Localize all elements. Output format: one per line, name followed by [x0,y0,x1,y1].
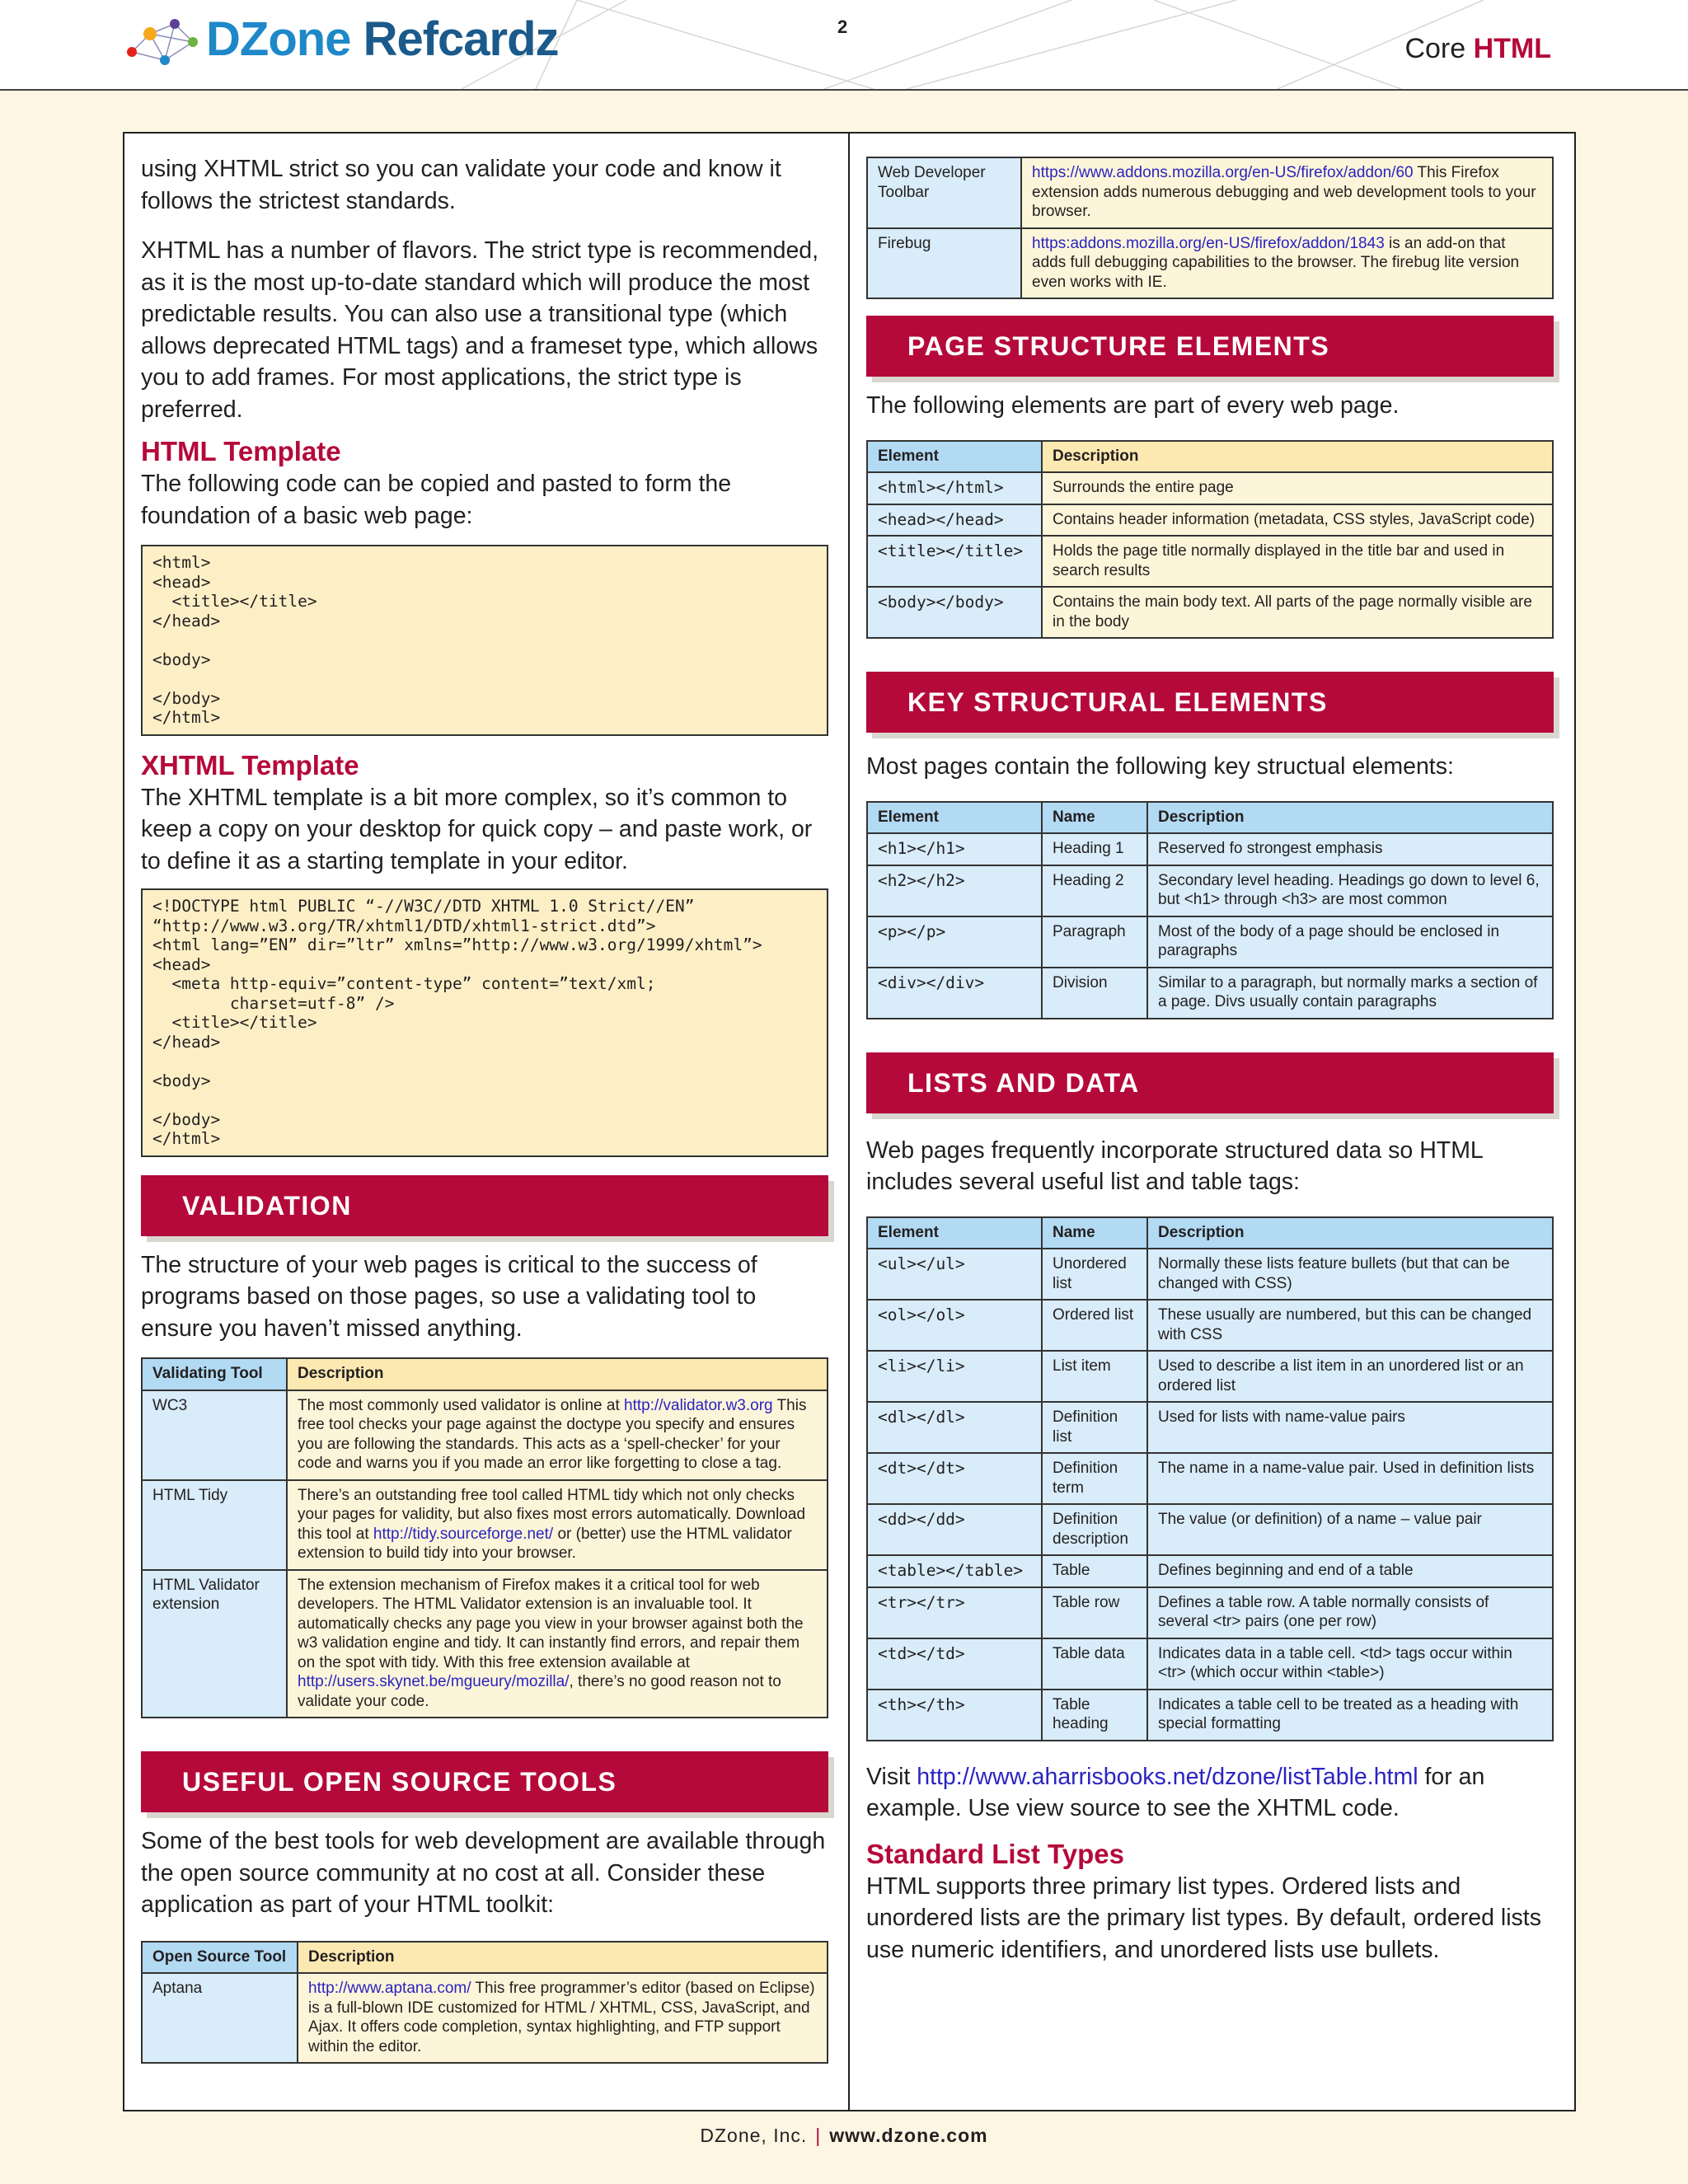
name-cell: Definition term [1042,1453,1147,1504]
table-row [867,157,1553,228]
description-text: This Firefox extension adds numerous debugging and web development tools to your browser. [1032,164,1536,220]
key-structural-banner: KEY STRUCTURAL ELEMENTS [866,672,1554,733]
description-text: is an add-on that adds full debugging capabilities to the browser. The firebug lite version even works with IE. [1032,234,1520,291]
description-text: The extension mechanism of Firefox makes it a critical tool for web developers. The HTML Validator extension is an invaluable tool. It automatically checks any page you view in your browser against both the w3 validation engine and tidy. It can instantly find errors, and repair them on the spot with tidy. With this free extension available at [298,1576,804,1671]
logo-refcardz: Refcardz [363,12,559,66]
standard-list-types-text: HTML supports three primary list types. Ordered lists and unordered lists are the primary list types. By default, ordered lists use numeric identifiers, and unordered lists use bullets. [866,1872,1541,1963]
table-header-cell: Validating Tool [142,1358,287,1390]
footer-company: DZone, Inc. [700,2125,808,2146]
description-cell: Holds the page title normally displayed in the title bar and used in search results [1042,536,1553,587]
table-header-cell: Name [1042,802,1147,834]
intro-paragraph-1: using XHTML strict so you can validate your code and know it follows the strictest standards. [141,156,781,214]
description-cell: Contains header information (metadata, CSS styles, JavaScript code) [1042,504,1553,537]
description-cell: Similar to a paragraph, but normally marks a section of a page. Divs usually contain paragraphs [1147,968,1553,1019]
standard-list-types-heading: Standard List Types [866,1838,1124,1869]
description-cell: Used for lists with name-value pairs [1147,1402,1553,1453]
page-footer [0,2125,1688,2147]
column-divider [848,132,850,2110]
xhtml-template-heading: XHTML Template [141,749,359,780]
description-cell: The value (or definition) of a name – value pair [1147,1504,1553,1555]
table-header-cell: Description [1147,1217,1553,1249]
description-text: There’s an outstanding free tool called HTML tidy which not only checks your pages for validity, but also fixes most errors automatically. Download this tool at [298,1486,806,1543]
name-cell: Unordered list [1042,1249,1147,1300]
description-text: The most commonly used validator is online at [298,1396,625,1414]
description-cell: Normally these lists feature bullets (but that can be changed with CSS) [1147,1249,1553,1300]
name-cell: Definition description [1042,1504,1147,1555]
tool-description [287,1480,828,1570]
table-row [867,1249,1553,1300]
left-column [141,153,828,2064]
open-source-tools-table-continued [866,157,1554,299]
table-row [867,1638,1553,1690]
element-cell: <title></title> [867,536,1042,587]
table-row [867,1690,1553,1741]
footer-url[interactable]: www.dzone.com [829,2125,988,2146]
validator-link[interactable]: http://validator.w3.org [624,1396,773,1414]
firebug-link[interactable]: https:addons.mozilla.org/en-US/firefox/addon/1843 [1032,234,1385,252]
table-header-cell: Description [1042,441,1553,473]
table-header-cell: Description [298,1942,828,1974]
element-cell: <h1></h1> [867,833,1042,865]
tool-name: Aptana [142,1973,298,2063]
name-cell: Ordered list [1042,1300,1147,1351]
footer-separator: | [815,2125,822,2146]
name-cell: Paragraph [1042,916,1147,968]
tool-name: Firebug [867,228,1021,299]
table-row [867,536,1553,587]
element-cell: <dt></dt> [867,1453,1042,1504]
tool-name: Web Developer Toolbar [867,157,1021,228]
table-row [867,865,1553,916]
validation-banner: VALIDATION [141,1175,828,1236]
page-header [0,0,1688,91]
description-text: , there’s no good reason not to validate your code. [298,1673,781,1710]
description-text: This free tool checks your page against the doctype you specify and ensures you are following the standards. This acts as a ‘spell-checker’ for your code and warns you if you made an error like forgetting to close a tag. [298,1396,807,1472]
table-row [867,916,1553,968]
tool-name: HTML Validator extension [142,1570,287,1718]
table-row [867,1402,1553,1453]
lists-and-data-banner: LISTS AND DATA [866,1052,1554,1113]
visit-prefix: Visit [866,1763,917,1790]
table-row [867,1300,1553,1351]
tool-description [287,1570,828,1718]
element-cell: <tr></tr> [867,1587,1042,1638]
visit-paragraph [866,1761,1554,1825]
open-source-tools-text: Some of the best tools for web development are available through the open source community at no cost at all. Consider these application as part of your HTML toolkit: [141,1828,826,1918]
name-cell: Heading 2 [1042,865,1147,916]
table-header-row [867,1217,1553,1249]
table-row [867,1555,1553,1587]
description-cell: Used to describe a list item in an unordered list or an ordered list [1147,1351,1553,1402]
table-header-cell: Element [867,441,1042,473]
html-template-code: <html> <head> <title></title> </head> <body> </body> </html> [141,545,828,736]
description-text: This free programmer’s editor (based on Eclipse) is a full-blown IDE customized for HTML / XHTML, CSS, JavaScript, and Ajax. It offers code completion, syntax highlighting, and FTP support within the editor. [308,1980,815,2055]
page-structure-banner: PAGE STRUCTURE ELEMENTS [866,316,1554,377]
dzone-logo[interactable] [124,10,559,68]
element-cell: <h2></h2> [867,865,1042,916]
description-cell: Reserved fo strongest emphasis [1147,833,1553,865]
description-cell: Indicates data in a table cell. <td> tags occur within <tr> (which occur within <table>) [1147,1638,1553,1690]
description-cell: Indicates a table cell to be treated as a heading with special formatting [1147,1690,1553,1741]
logo-dzone: DZone [206,12,351,66]
page-number: 2 [837,16,848,37]
description-cell: Most of the body of a page should be enclosed in paragraphs [1147,916,1553,968]
description-cell: These usually are numbered, but this can be changed with CSS [1147,1300,1553,1351]
element-cell: <ul></ul> [867,1249,1042,1300]
element-cell: <ol></ol> [867,1300,1042,1351]
table-header-row [142,1358,828,1390]
name-cell: Table heading [1042,1690,1147,1741]
table-row [867,1351,1553,1402]
validation-table [141,1357,828,1718]
card-title-bold: HTML [1473,33,1551,64]
tool-description [1021,157,1553,228]
element-cell: <table></table> [867,1555,1042,1587]
name-cell: Table row [1042,1587,1147,1638]
table-row [867,968,1553,1019]
table-header-cell: Description [1147,802,1553,834]
page-structure-table [866,440,1554,640]
tidy-link[interactable]: http://tidy.sourceforge.net/ [373,1525,554,1543]
web-developer-link[interactable]: https://www.addons.mozilla.org/en-US/firefox/addon/60 [1032,164,1414,181]
list-table-link[interactable]: http://www.aharrisbooks.net/dzone/listTable.html [917,1763,1418,1790]
element-cell: <th></th> [867,1690,1042,1741]
table-row [867,472,1553,504]
element-cell: <body></body> [867,587,1042,638]
table-row [867,228,1553,299]
name-cell: Table data [1042,1638,1147,1690]
xhtml-template-code: <!DOCTYPE html PUBLIC “-//W3C//DTD XHTML 1.0 Strict//EN” “http://www.w3.org/TR/xhtml1/DTD/xhtml1-strict.dtd”> <html lang=”EN” dir=”ltr” xmlns=”http://www.w3.org/1999/xhtml”> <head> <meta http-equiv=”content-type” content=”text/xml; charset=utf-8” /> <title></title> </head> <body> </body> </html> [141,888,828,1157]
name-cell: Heading 1 [1042,833,1147,865]
name-cell: Table [1042,1555,1147,1587]
table-header-row [867,802,1553,834]
key-structural-table [866,801,1554,1019]
table-header-cell: Element [867,802,1042,834]
table-row [142,1973,828,2063]
table-header-cell: Name [1042,1217,1147,1249]
validation-text: The structure of your web pages is critical to the success of programs based on those pages, so use a validating tool to ensure you haven’t missed anything. [141,1251,757,1342]
open-source-tools-banner: USEFUL OPEN SOURCE TOOLS [141,1751,828,1812]
table-header-cell: Description [287,1358,828,1390]
table-header-row [867,441,1553,473]
visit-suffix: for an example. Use view source to see the XHTML code. [866,1763,1485,1821]
lists-and-data-text: Web pages frequently incorporate structured data so HTML includes several useful list and table tags: [866,1137,1483,1195]
table-row [867,504,1553,537]
table-row [142,1480,828,1570]
open-source-tools-table [141,1941,828,2064]
description-cell: Contains the main body text. All parts of the page normally visible are in the body [1042,587,1553,638]
name-cell: Definition list [1042,1402,1147,1453]
table-header-cell: Open Source Tool [142,1942,298,1974]
element-cell: <dd></dd> [867,1504,1042,1555]
html-template-heading: HTML Template [141,436,341,466]
description-cell: Secondary level heading. Headings go down to level 6, but <h1> through <h3> are most common [1147,865,1553,916]
network-logo-icon [124,9,199,68]
description-cell: Surrounds the entire page [1042,472,1553,504]
xhtml-template-text: The XHTML template is a bit more complex, so it’s common to keep a copy on your desktop for quick copy – and paste work, or to define it as a starting template in your editor. [141,784,813,874]
description-cell: Defines beginning and end of a table [1147,1555,1553,1587]
tool-name: HTML Tidy [142,1480,287,1570]
table-row [142,1390,828,1480]
intro-paragraph-2: XHTML has a number of flavors. The strict type is recommended, as it is the most up-to-date standard which will produce the most predictable results. You can also use a transitional type (which allows deprecated HTML tags) and a frameset type, which allows you to add frames. For most applications, the strict type is preferred. [141,237,819,423]
element-cell: <div></div> [867,968,1042,1019]
name-cell: Division [1042,968,1147,1019]
description-text: or (better) use the HTML validator extension to build tidy into your browser. [298,1525,792,1562]
table-header-cell: Element [867,1217,1042,1249]
tool-name: WC3 [142,1390,287,1480]
card-title-prefix: Core [1404,33,1474,64]
page-structure-text: The following elements are part of every web page. [866,392,1400,419]
table-row [867,587,1553,638]
table-header-row [142,1942,828,1974]
mgueury-link[interactable]: http://users.skynet.be/mgueury/mozilla/ [298,1673,570,1690]
aptana-link[interactable]: http://www.aptana.com/ [308,1980,471,1997]
description-cell: Defines a table row. A table normally consists of several <tr> pairs (one per row) [1147,1587,1553,1638]
table-row [867,1587,1553,1638]
element-cell: <dl></dl> [867,1402,1042,1453]
lists-and-data-table [866,1216,1554,1741]
table-row [867,1453,1553,1504]
right-column [866,157,1554,1984]
html-template-text: The following code can be copied and pasted to form the foundation of a basic web page: [141,471,732,529]
logo-text [206,12,559,67]
key-structural-text: Most pages contain the following key structual elements: [866,753,1454,780]
card-title [1404,33,1551,65]
tool-description [298,1973,828,2063]
description-cell: The name in a name-value pair. Used in definition lists [1147,1453,1553,1504]
tool-description [1021,228,1553,299]
table-row [867,833,1553,865]
element-cell: <html></html> [867,472,1042,504]
element-cell: <td></td> [867,1638,1042,1690]
element-cell: <p></p> [867,916,1042,968]
name-cell: List item [1042,1351,1147,1402]
tool-description [287,1390,828,1480]
table-row [867,1504,1553,1555]
element-cell: <li></li> [867,1351,1042,1402]
element-cell: <head></head> [867,504,1042,537]
table-row [142,1570,828,1718]
